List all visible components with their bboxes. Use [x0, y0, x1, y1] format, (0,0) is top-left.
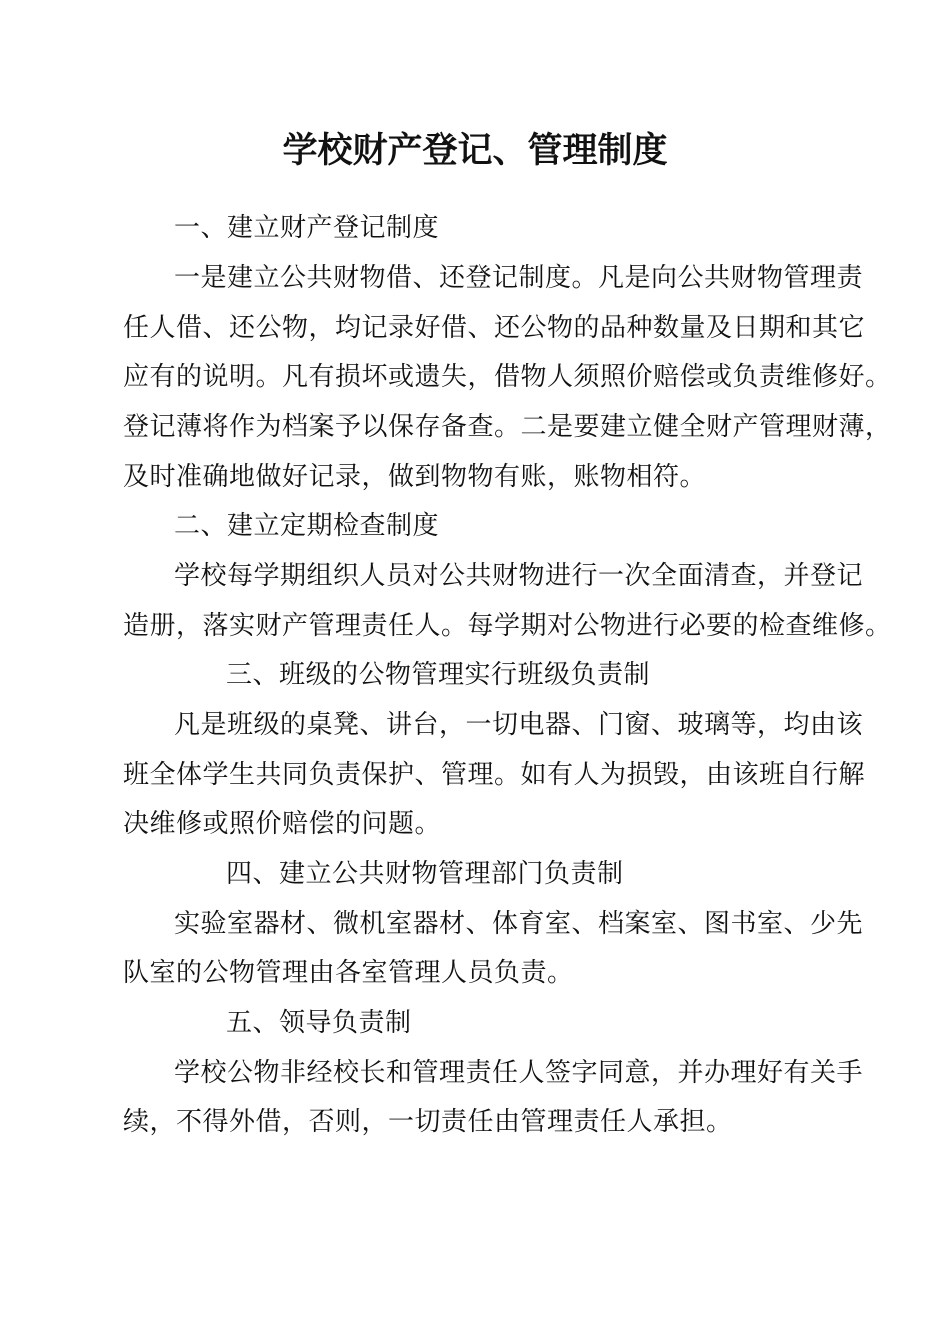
section-heading-4: 四、建立公共财物管理部门负责制 [226, 859, 624, 889]
document-title: 学校财产登记、管理制度 [282, 130, 668, 171]
paragraph-line: 应有的说明。凡有损坏或遗失，借物人须照价赔偿或负责维修好。 [123, 362, 892, 392]
paragraph-line: 班全体学生共同负责保护、管理。如有人为损毁，由该班自行解 [123, 760, 866, 790]
section-heading-3: 三、班级的公物管理实行班级负责制 [226, 660, 651, 690]
paragraph-line: 实验室器材、微机室器材、体育室、档案室、图书室、少先 [174, 909, 864, 939]
section-heading-5: 五、领导负责制 [226, 1008, 412, 1038]
paragraph-line: 造册，落实财产管理责任人。每学期对公物进行必要的检查维修。 [123, 611, 892, 641]
paragraph-line: 一是建立公共财物借、还登记制度。凡是向公共财物管理责 [174, 263, 864, 293]
paragraph-line: 续，不得外借，否则，一切责任由管理责任人承担。 [123, 1107, 733, 1137]
paragraph-line: 及时准确地做好记录，做到物物有账，账物相符。 [123, 462, 707, 492]
section-heading-1: 一、建立财产登记制度 [174, 213, 440, 243]
paragraph-line: 任人借、还公物，均记录好借、还公物的品种数量及日期和其它 [123, 313, 866, 343]
section-heading-2: 二、建立定期检查制度 [174, 511, 440, 541]
paragraph-line: 登记薄将作为档案予以保存备查。二是要建立健全财产管理财薄， [123, 412, 892, 442]
paragraph-line: 队室的公物管理由各室管理人员负责。 [123, 958, 574, 988]
paragraph-line: 凡是班级的桌凳、讲台，一切电器、门窗、玻璃等，均由该 [174, 710, 864, 740]
paragraph-line: 学校公物非经校长和管理责任人签字同意，并办理好有关手 [174, 1058, 864, 1088]
paragraph-line: 学校每学期组织人员对公共财物进行一次全面清查，并登记 [174, 561, 864, 591]
paragraph-line: 决维修或照价赔偿的问题。 [123, 809, 442, 839]
